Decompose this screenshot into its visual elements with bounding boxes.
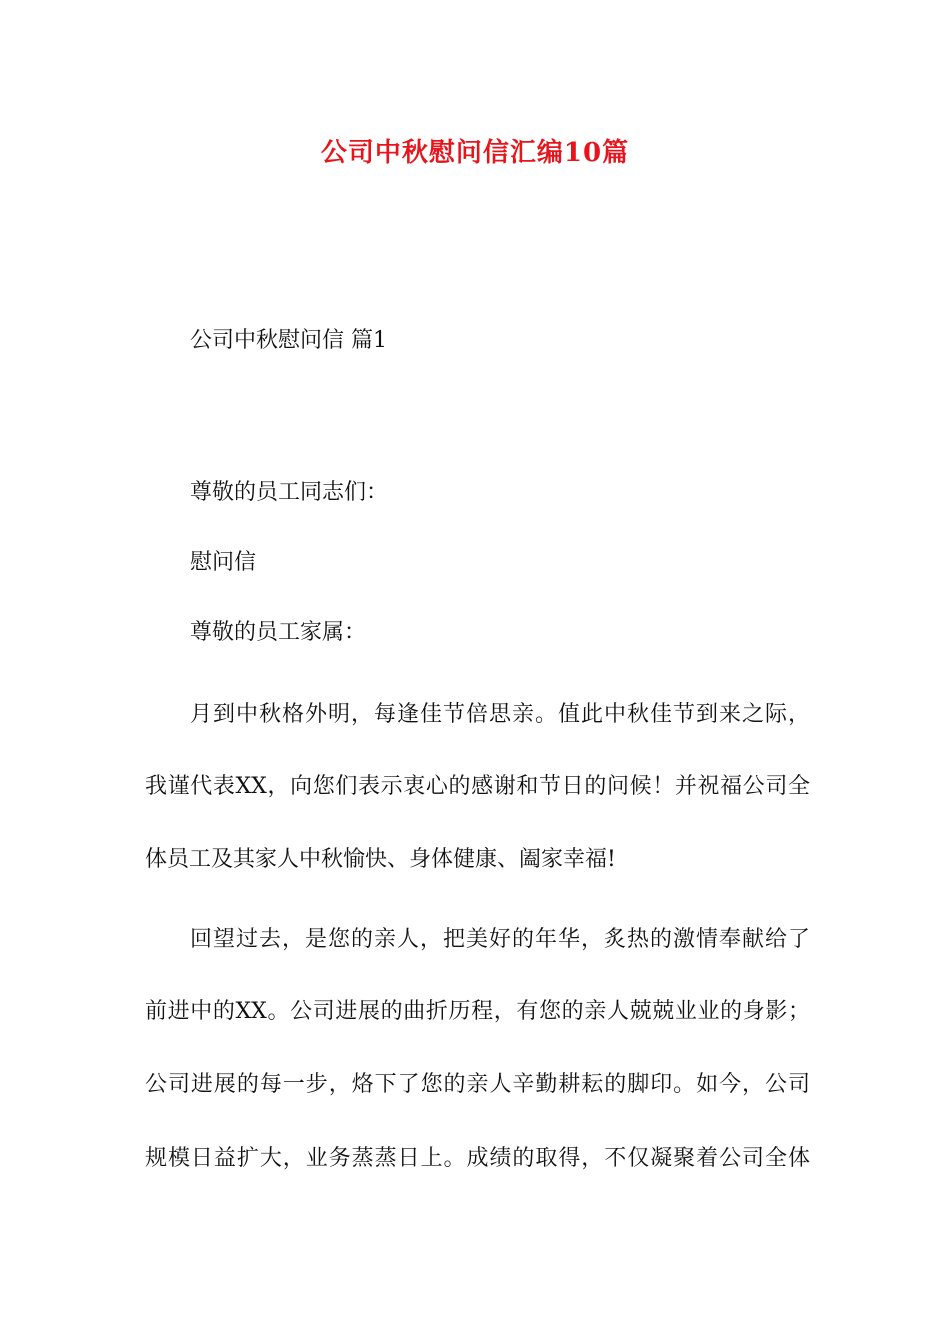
salutation-family: 尊敬的员工家属： (190, 620, 367, 645)
section-heading: 公司中秋慰问信 篇1 (190, 328, 387, 353)
paragraph-2-line: 前进中的XX。公司进展的曲折历程，有您的亲人兢兢业业的身影； (145, 999, 810, 1024)
salutation-staff: 尊敬的员工同志们： (190, 480, 389, 505)
document-title: 公司中秋慰问信汇编10篇 (320, 138, 630, 168)
paragraph-1-line: 体员工及其家人中秋愉快、身体健康、阖家幸福! (145, 847, 616, 872)
paragraph-2-line: 公司进展的每一步，烙下了您的亲人辛勤耕耘的脚印。如今，公司 (145, 1072, 810, 1097)
letter-label: 慰问信 (190, 550, 257, 575)
paragraph-1-line: 我谨代表XX，向您们表示衷心的感谢和节日的问候！并祝福公司全 (145, 774, 810, 799)
paragraph-2-line: 回望过去，是您的亲人，把美好的年华，炙热的激情奉献给了 (190, 927, 810, 952)
paragraph-1-line: 月到中秋格外明，每逢佳节倍思亲。值此中秋佳节到来之际， (190, 702, 810, 727)
paragraph-2-line: 规模日益扩大，业务蒸蒸日上。成绩的取得，不仅凝聚着公司全体 (145, 1146, 810, 1171)
